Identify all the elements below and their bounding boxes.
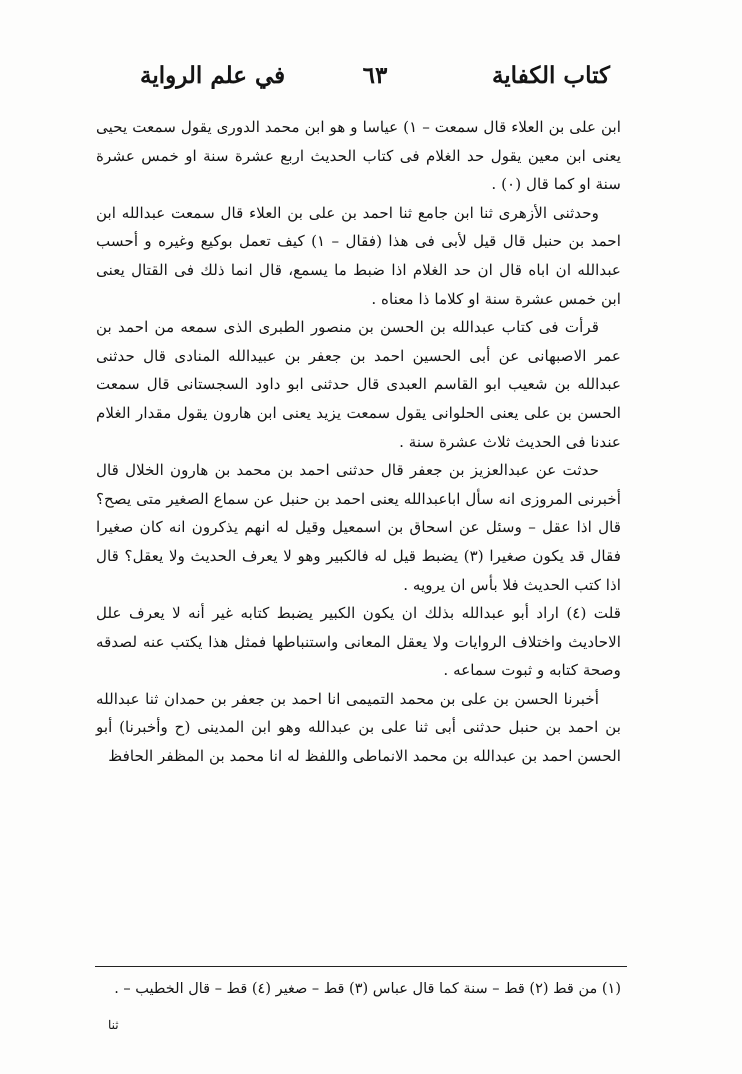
paragraph: حدثت عن عبدالعزیز بن جعفر قال حدثنی احمد بن محمد بن هارون الخلال قال أخبرنی المروزی انه سأل اباعبدالله یعنی احمد بن حنبل عن سماع الصغیر متی یصح؟ قال اذا عقل – وسئل عن اسحاق بن اسمعیل وقیل له انهم یذکرون انه کان صغیرا فقال قد یکون صغیرا (٣) یضبط قیل له فالکبیر وهو لا یعرف الحدیث ولا یعقل؟ قال اذا کتب الحدیث فلا بأس ان یرویه .	[96, 461, 622, 594]
book-title: كتاب الكفاية	[491, 62, 610, 89]
paragraph: قلت (٤) اراد أبو عبدالله بذلك ان یکون الکبیر یضبط کتابه غیر أنه لا یعرف علل الاحادیث واختلاف الروایات ولا یعقل المعانی واستنباطها فمثل هذا یکتب عنه لصدقه وصحة کتابه و ثبوت سماعه .	[96, 604, 621, 680]
paragraph: أخبرنا الحسن بن علی بن محمد التمیمی انا احمد بن جعفر بن حمدان ثنا عبدالله بن احمد بن حنبل حدثنی أبی ثنا علی بن عبدالله وهو ابن المدینی (ح وأخبرنا) أبو الحسن احمد بن عبدالله بن محمد الانماطی واللفظ له انا محمد بن المظفر الحافظ	[96, 689, 621, 766]
footnote-divider	[95, 966, 627, 967]
footnotes	[96, 976, 621, 1032]
main-text	[96, 113, 621, 771]
footnote-extra: ثنا	[108, 1018, 119, 1032]
page-number: ٦٣	[362, 62, 388, 89]
page-header	[140, 62, 610, 98]
paragraph: ابن علی بن العلاء قال سمعت – ۱) عیاسا و هو ابن محمد الدوری یقول سمعت یحیی یعنی ابن معین یقول حد الغلام فی کتاب الحدیث اربع عشرة سنة او خمس عشرة سنة او کما قال (٠) .	[96, 118, 621, 194]
paragraph: قرأت فی کتاب عبدالله بن الحسن بن منصور الطبری الذی سمعه من احمد بن عمر الاصبهانی عن أبی الحسین احمد بن جعفر بن عبیدالله المنادی قال حدثنی عبدالله بن شعیب ابو القاسم العبدی قال حدثنی ابو داود السجستانی قال سمعت الحسن بن علی یعنی الحلوانی یقول سمعت یزید یعنی ابن هارون یقول مقدار الغلام عندنا فی الحدیث ثلاث عشرة سنة .	[96, 318, 621, 451]
paragraph: وحدثنی الأزهری ثنا ابن جامع ثنا احمد بن علی بن العلاء قال سمعت عبدالله ابن احمد بن حنبل قال قیل لأبی فی هذا (فقال – ۱) کیف تعمل بوکیع وغیره و أحسب عبدالله ان اباه قال ان حد الغلام اذا ضبط ما یسمع، قال انما ذلك فی القتال یعنی ابن خمس عشرة سنة او کلاما ذا معناه .	[96, 203, 621, 308]
book-subtitle: في علم الرواية	[140, 62, 286, 89]
footnote-line: (۱) من قط (٢) قط – سنة کما قال عباس (٣) قط – صغیر (٤) قط – قال الخطیب – .	[114, 981, 621, 997]
